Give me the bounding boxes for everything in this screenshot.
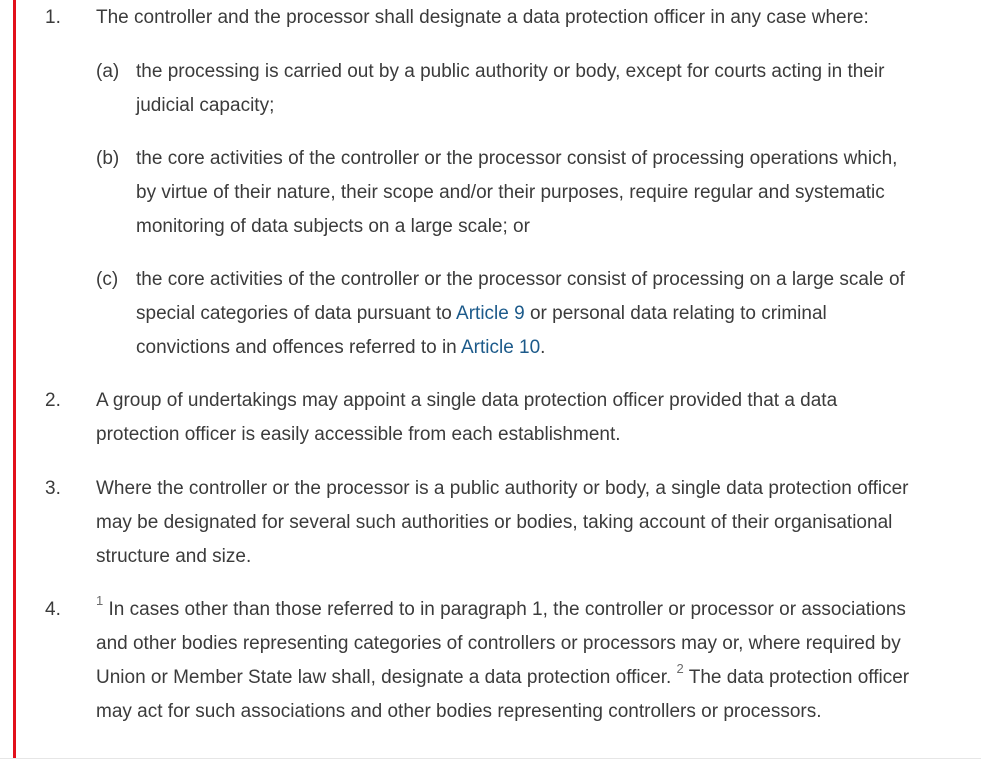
subparagraph-text-part: the core activities of the controller or the processor consist of processing on a large scale of special categories of data pursuant to	[136, 269, 905, 324]
paragraph-number: 1.	[45, 7, 61, 28]
paragraph-text: The controller and the processor shall designate a data protection officer in any case where:	[96, 7, 869, 28]
sentence-number: 1	[96, 592, 104, 608]
subparagraph-label: (a)	[96, 61, 120, 82]
subparagraph-label: (c)	[96, 269, 119, 290]
subparagraph-label: (b)	[96, 148, 120, 169]
paragraph-text-part: The data protection officer may act for such associations and other bodies representing controllers or processors.	[96, 667, 910, 722]
paragraph-text: Where the controller or the processor is a public authority or body, a single data protection officer may be designated for several such authorities or bodies, taking account of their organisational structure and size.	[96, 478, 909, 567]
paragraph-text: A group of undertakings may appoint a single data protection officer provided that a data protection officer is easily accessible from each establishment.	[96, 390, 838, 445]
paragraph-number: 2.	[45, 390, 61, 411]
paragraph-number: 4.	[45, 599, 61, 620]
subparagraph-text-part: or personal data relating to criminal convictions and offences referred to in	[136, 303, 827, 358]
paragraph-text-part: In cases other than those referred to in paragraph 1, the controller or processor or associations and other bodies representing categories of controllers or processors may or, where required by Union or Member State law shall, designate a data protection officer.	[96, 599, 906, 688]
left-accent-bar	[13, 0, 16, 758]
subparagraph-text: the core activities of the controller or the processor consist of processing operations which, by virtue of their nature, their scope and/or their purposes, require regular and systematic monitoring of data subjects on a large scale; or	[136, 148, 898, 237]
article-9-link[interactable]: Article 9	[456, 303, 525, 324]
subparagraph-text: the processing is carried out by a public authority or body, except for courts acting in their judicial capacity;	[136, 61, 885, 116]
article-10-link[interactable]: Article 10	[460, 337, 541, 358]
subparagraph-text-part: .	[540, 337, 546, 358]
subparagraph-text	[136, 263, 906, 365]
paragraph-text	[96, 593, 916, 729]
sentence-number: 2	[676, 660, 684, 676]
bottom-divider	[0, 758, 981, 759]
paragraph-number: 3.	[45, 478, 61, 499]
